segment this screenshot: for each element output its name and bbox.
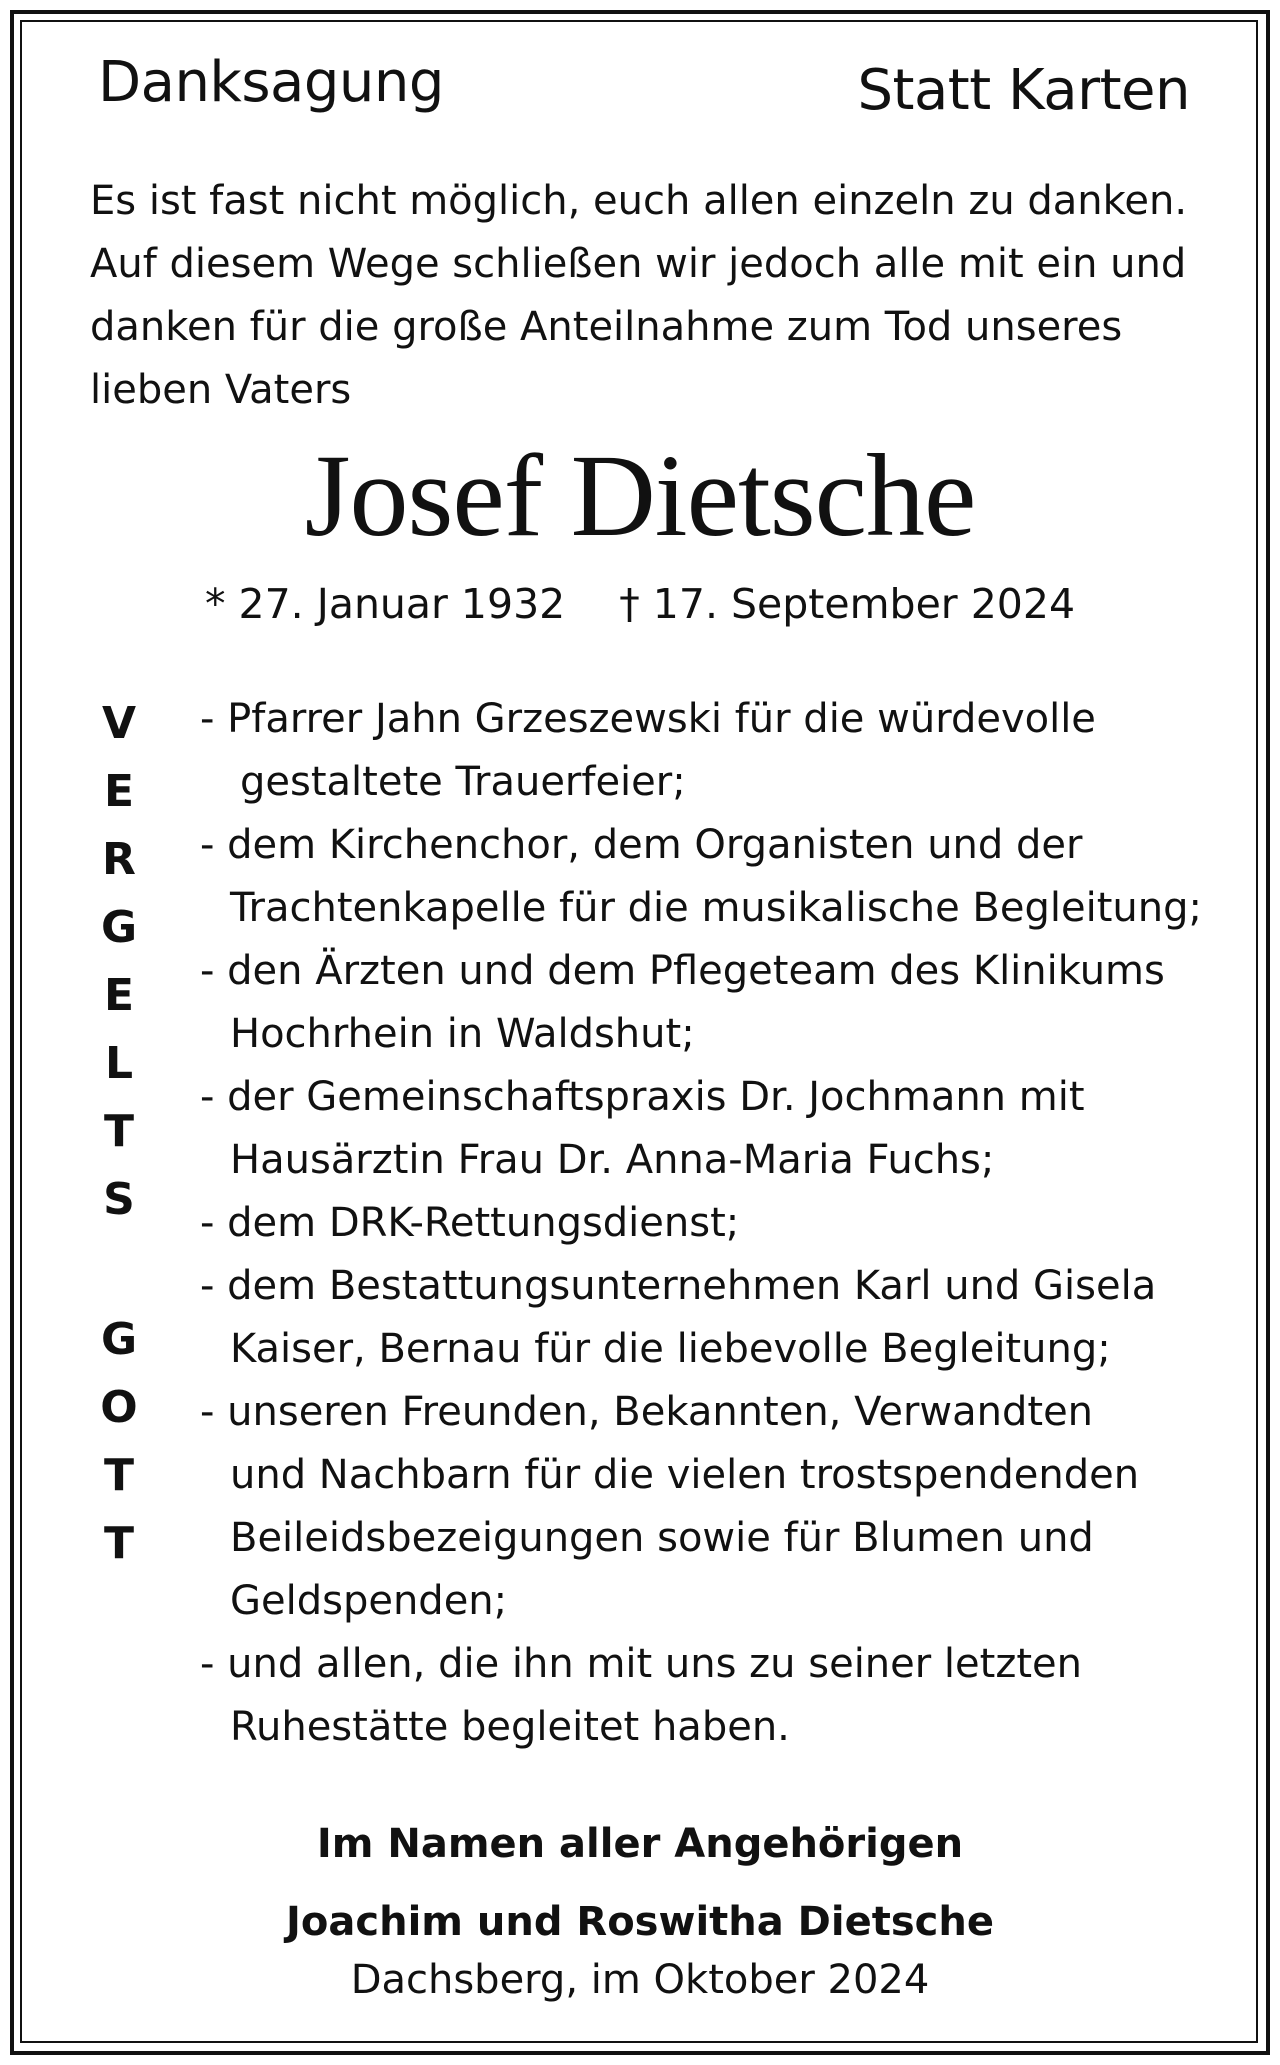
thanks-line: - dem Kirchenchor, dem Organisten und der bbox=[200, 822, 1083, 868]
intro-paragraph bbox=[90, 170, 1240, 422]
birth-date: * 27. Januar 1932 bbox=[204, 580, 566, 628]
thanks-line: Beileidsbezeigungen sowie für Blumen und bbox=[230, 1515, 1094, 1561]
vertical-letter: G bbox=[100, 1314, 138, 1365]
vertical-word-gap bbox=[84, 1234, 154, 1306]
thanks-item bbox=[200, 1192, 1202, 1255]
thanks-line: Hausärztin Frau Dr. Anna-Maria Fuchs; bbox=[230, 1137, 995, 1183]
thanks-item bbox=[200, 688, 1202, 814]
thanks-line: Hochrhein in Waldshut; bbox=[230, 1011, 695, 1057]
vertical-letter: E bbox=[103, 766, 135, 817]
deceased-name: Josef Dietsche bbox=[304, 430, 976, 561]
thanks-item bbox=[200, 1066, 1202, 1192]
thanks-line: - der Gemeinschaftspraxis Dr. Jochmann mit bbox=[200, 1074, 1085, 1120]
place-date: Dachsberg, im Oktober 2024 bbox=[350, 1957, 930, 2003]
intro-line: danken für die große Anteilnahme zum Tod unseres bbox=[90, 304, 1123, 350]
thanks-line: Trachtenkapelle für die musikalische Begleitung; bbox=[230, 885, 1202, 931]
thanks-list bbox=[200, 688, 1202, 1759]
thanks-line: - dem DRK-Rettungsdienst; bbox=[200, 1200, 740, 1246]
thanks-line: und Nachbarn für die vielen trostspendenden bbox=[230, 1452, 1140, 1498]
thanks-line: - und allen, die ihn mit uns zu seiner letzten bbox=[200, 1641, 1082, 1687]
thanks-line: - Pfarrer Jahn Grzeszewski für die würdevolle bbox=[200, 696, 1096, 742]
life-dates bbox=[0, 580, 1280, 628]
thanks-line: - den Ärzten und dem Pflegeteam des Klinikums bbox=[200, 948, 1165, 994]
signoff-names: Joachim und Roswitha Dietsche bbox=[286, 1899, 994, 1945]
vertical-letter: T bbox=[103, 1518, 134, 1569]
heading-danksagung: Danksagung bbox=[98, 50, 444, 115]
vertical-letter: E bbox=[103, 970, 135, 1021]
thanks-line: Kaiser, Bernau für die liebevolle Begleitung; bbox=[230, 1326, 1111, 1372]
intro-line: Auf diesem Wege schließen wir jedoch alle mit ein und bbox=[90, 241, 1187, 287]
thanks-line: - unseren Freunden, Bekannten, Verwandten bbox=[200, 1389, 1094, 1435]
thanks-item bbox=[200, 1633, 1202, 1759]
thanks-item bbox=[200, 940, 1202, 1066]
thanks-item bbox=[200, 814, 1202, 940]
vertical-letter: R bbox=[102, 834, 136, 885]
thanks-line: - dem Bestattungsunternehmen Karl und Gisela bbox=[200, 1263, 1157, 1309]
intro-line: lieben Vaters bbox=[90, 367, 352, 413]
vertical-letter: T bbox=[103, 1450, 134, 1501]
thanks-line: gestaltete Trauerfeier; bbox=[240, 759, 686, 805]
intro-line: Es ist fast nicht möglich, euch allen einzeln zu danken. bbox=[90, 178, 1188, 224]
vertical-letter: S bbox=[103, 1174, 135, 1225]
vertical-letter: O bbox=[100, 1382, 138, 1433]
vertical-letter: L bbox=[104, 1038, 134, 1089]
thanks-item bbox=[200, 1381, 1202, 1633]
thanks-line: Ruhestätte begleitet haben. bbox=[230, 1704, 790, 1750]
signoff-line: Im Namen aller Angehörigen bbox=[316, 1821, 964, 1867]
vertical-letter: G bbox=[100, 902, 138, 953]
thanks-line: Geldspenden; bbox=[230, 1578, 508, 1624]
heading-statt-karten: Statt Karten bbox=[857, 58, 1190, 123]
vertical-letter: T bbox=[103, 1106, 134, 1157]
death-date: † 17. September 2024 bbox=[619, 580, 1076, 628]
vertical-letter: V bbox=[101, 698, 137, 749]
thanks-item bbox=[200, 1255, 1202, 1381]
vertical-vergelts-gott bbox=[84, 690, 154, 1578]
signoff bbox=[0, 1805, 1280, 1961]
